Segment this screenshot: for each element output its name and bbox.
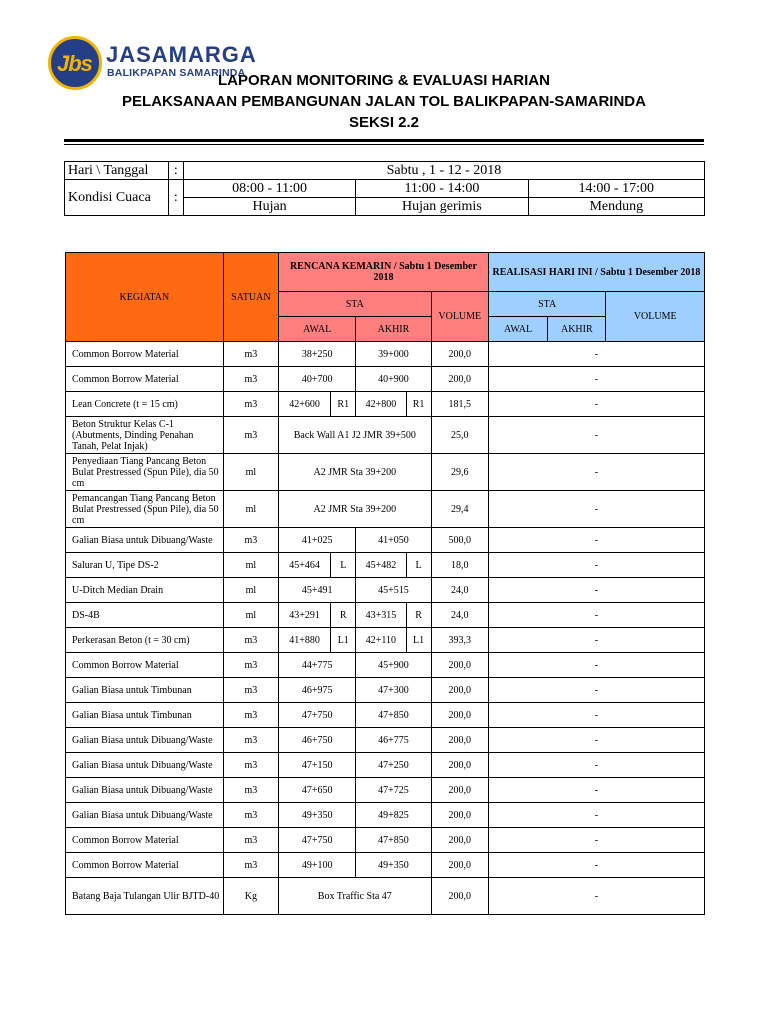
cell-realisasi: - [488,728,704,753]
cell-sta-awal: 44+775 [278,653,355,678]
cell-realisasi: - [488,367,704,392]
cell-sta-awal: 41+025 [278,528,355,553]
cell-realisasi: - [488,678,704,703]
cell-satuan: m3 [223,803,278,828]
cell-sta-akhir: 46+775 [356,728,431,753]
cell-realisasi: - [488,828,704,853]
cell-volume: 200,0 [431,878,488,915]
header-realisasi: REALISASI HARI INI / Sabtu 1 Desember 2018 [488,253,704,292]
cell-sta-awal: 47+750 [278,703,355,728]
cell-sta-awal: 45+464 [278,553,330,578]
header-divider-thin [64,144,704,145]
cell-sta-akhir-side: L [406,553,431,578]
table-row [66,828,705,853]
cell-satuan: m3 [223,392,278,417]
table-row [66,778,705,803]
cell-realisasi: - [488,878,704,915]
cell-volume: 200,0 [431,753,488,778]
cell-sta-akhir-side: R [406,603,431,628]
cell-realisasi: - [488,342,704,367]
cell-sta-location: A2 JMR Sta 39+200 [278,491,431,528]
cell-sta-akhir: 40+900 [356,367,431,392]
header-satuan: SATUAN [223,253,278,342]
cell-realisasi: - [488,578,704,603]
cell-sta-location: Box Traffic Sta 47 [278,878,431,915]
info-table [64,161,705,216]
cell-sta-akhir: 49+825 [356,803,431,828]
cell-volume: 200,0 [431,342,488,367]
header-sta-rencana: STA [278,292,431,317]
cell-kegiatan: Galian Biasa untuk Timbunan [66,678,224,703]
cell-realisasi: - [488,553,704,578]
header-rencana: RENCANA KEMARIN / Sabtu 1 Desember 2018 [278,253,488,292]
table-row [66,753,705,778]
cell-volume: 200,0 [431,828,488,853]
cell-sta-akhir-side: R1 [406,392,431,417]
cell-satuan: m3 [223,728,278,753]
cell-kegiatan: Penyediaan Tiang Pancang Beton Bulat Prestressed (Spun Pile), dia 50 cm [66,454,224,491]
cell-volume: 29,6 [431,454,488,491]
cell-satuan: m3 [223,653,278,678]
cell-kegiatan: Common Borrow Material [66,653,224,678]
report-section: SEKSI 2.2 [348,114,420,131]
header-awal-rencana: AWAL [278,317,355,342]
logo-name: JASAMARGA [106,42,257,67]
time-slot: 11:00 - 14:00 [356,180,528,198]
cell-volume: 29,4 [431,491,488,528]
cell-sta-akhir: 47+250 [356,753,431,778]
header-volume-rencana: VOLUME [431,292,488,342]
cell-volume: 18,0 [431,553,488,578]
cell-satuan: m3 [223,417,278,454]
cell-kegiatan: U-Ditch Median Drain [66,578,224,603]
cell-sta-awal: 42+600 [278,392,330,417]
time-slot: 08:00 - 11:00 [183,180,355,198]
cell-realisasi: - [488,703,704,728]
cell-kegiatan: Galian Biasa untuk Dibuang/Waste [66,753,224,778]
cell-sta-awal: 46+750 [278,728,355,753]
cell-sta-akhir: 49+350 [356,853,431,878]
cell-sta-akhir: 42+800 [356,392,406,417]
cell-volume: 200,0 [431,803,488,828]
cell-sta-awal: 43+291 [278,603,330,628]
cell-volume: 24,0 [431,578,488,603]
cell-sta-awal: 41+880 [278,628,330,653]
cell-kegiatan: Beton Struktur Kelas C-1 (Abutments, Dinding Penahan Tanah, Pelat Injak) [66,417,224,454]
cell-volume: 200,0 [431,778,488,803]
table-row [66,803,705,828]
cell-kegiatan: Lean Concrete (t = 15 cm) [66,392,224,417]
table-row [66,578,705,603]
cell-sta-awal: 45+491 [278,578,355,603]
cell-realisasi: - [488,628,704,653]
table-row [66,491,705,528]
cell-satuan: m3 [223,678,278,703]
cell-sta-akhir: 45+900 [356,653,431,678]
cell-realisasi: - [488,417,704,454]
cell-sta-awal-side: L1 [331,628,356,653]
weather-value: Mendung [528,198,704,216]
header-akhir-realisasi: AKHIR [548,317,606,342]
cell-satuan: ml [223,454,278,491]
cuaca-colon: : [168,180,183,216]
cell-sta-akhir: 41+050 [356,528,431,553]
cell-kegiatan: Galian Biasa untuk Dibuang/Waste [66,778,224,803]
hari-value: Sabtu , 1 - 12 - 2018 [183,162,704,180]
cell-realisasi: - [488,753,704,778]
table-row [66,392,705,417]
header-divider [64,139,704,142]
table-row [66,342,705,367]
header-sta-realisasi: STA [488,292,606,317]
table-row [66,703,705,728]
cell-realisasi: - [488,528,704,553]
time-slot: 14:00 - 17:00 [528,180,704,198]
cell-sta-awal-side: L [331,553,356,578]
report-subtitle: PELAKSANAAN PEMBANGUNAN JALAN TOL BALIKPAPAN-SAMARINDA [122,93,646,110]
cell-sta-akhir: 47+300 [356,678,431,703]
table-row [66,628,705,653]
cell-kegiatan: Galian Biasa untuk Dibuang/Waste [66,803,224,828]
cell-realisasi: - [488,392,704,417]
cell-sta-awal: 40+700 [278,367,355,392]
table-row [66,367,705,392]
cell-kegiatan: Common Borrow Material [66,853,224,878]
cell-sta-akhir: 47+850 [356,828,431,853]
cell-sta-akhir: 39+000 [356,342,431,367]
cell-kegiatan: Common Borrow Material [66,828,224,853]
cell-realisasi: - [488,653,704,678]
cell-satuan: m3 [223,828,278,853]
cell-sta-akhir: 47+725 [356,778,431,803]
cell-sta-akhir: 42+110 [356,628,406,653]
cell-satuan: Kg [223,878,278,915]
weather-value: Hujan [183,198,355,216]
cuaca-label: Kondisi Cuaca [65,180,169,216]
cell-satuan: ml [223,491,278,528]
cell-satuan: m3 [223,367,278,392]
cell-sta-akhir: 43+315 [356,603,406,628]
cell-kegiatan: DS-4B [66,603,224,628]
activity-table [65,252,705,915]
cell-sta-awal: 47+150 [278,753,355,778]
cell-realisasi: - [488,491,704,528]
cell-satuan: m3 [223,628,278,653]
table-row [66,878,705,915]
table-row [66,528,705,553]
cell-kegiatan: Batang Baja Tulangan Ulir BJTD-40 [66,878,224,915]
cell-sta-awal: 47+750 [278,828,355,853]
cell-satuan: m3 [223,342,278,367]
cell-volume: 200,0 [431,678,488,703]
cell-sta-akhir: 45+515 [356,578,431,603]
table-row [66,853,705,878]
header-awal-realisasi: AWAL [488,317,547,342]
cell-sta-awal: 49+100 [278,853,355,878]
table-row [66,728,705,753]
cell-volume: 500,0 [431,528,488,553]
cell-realisasi: - [488,454,704,491]
cell-realisasi: - [488,853,704,878]
cell-satuan: m3 [223,778,278,803]
cell-volume: 181,5 [431,392,488,417]
header-volume-realisasi: VOLUME [606,292,705,342]
table-row [66,678,705,703]
cell-kegiatan: Pemancangan Tiang Pancang Beton Bulat Prestressed (Spun Pile), dia 50 cm [66,491,224,528]
cell-satuan: m3 [223,753,278,778]
table-row [66,603,705,628]
cell-volume: 200,0 [431,367,488,392]
cell-sta-akhir: 45+482 [356,553,406,578]
cell-realisasi: - [488,778,704,803]
header-akhir-rencana: AKHIR [356,317,431,342]
weather-value: Hujan gerimis [356,198,528,216]
cell-satuan: ml [223,578,278,603]
cell-satuan: ml [223,603,278,628]
cell-volume: 200,0 [431,853,488,878]
cell-satuan: m3 [223,528,278,553]
cell-sta-location: Back Wall A1 J2 JMR 39+500 [278,417,431,454]
cell-volume: 200,0 [431,703,488,728]
cell-kegiatan: Saluran U, Tipe DS-2 [66,553,224,578]
table-row [66,417,705,454]
cell-realisasi: - [488,603,704,628]
cell-volume: 200,0 [431,728,488,753]
cell-sta-awal: 46+975 [278,678,355,703]
cell-kegiatan: Common Borrow Material [66,342,224,367]
cell-kegiatan: Perkerasan Beton (t = 30 cm) [66,628,224,653]
header-kegiatan: KEGIATAN [66,253,224,342]
cell-sta-awal: 49+350 [278,803,355,828]
cell-sta-akhir: 47+850 [356,703,431,728]
cell-volume: 393,3 [431,628,488,653]
hari-colon: : [168,162,183,180]
cell-kegiatan: Common Borrow Material [66,367,224,392]
logo-subtitle: BALIKPAPAN SAMARINDA [107,67,246,79]
logo-mark-icon: Jbs [48,36,102,90]
cell-sta-awal-side: R1 [331,392,356,417]
cell-sta-akhir-side: L1 [406,628,431,653]
table-row [66,553,705,578]
cell-volume: 200,0 [431,653,488,678]
hari-label: Hari \ Tanggal [65,162,169,180]
cell-sta-awal-side: R [331,603,356,628]
cell-satuan: m3 [223,853,278,878]
report-title: LAPORAN MONITORING & EVALUASI HARIAN [218,72,550,89]
cell-satuan: m3 [223,703,278,728]
cell-sta-awal: 38+250 [278,342,355,367]
cell-volume: 24,0 [431,603,488,628]
cell-kegiatan: Galian Biasa untuk Timbunan [66,703,224,728]
cell-satuan: ml [223,553,278,578]
cell-volume: 25,0 [431,417,488,454]
table-row [66,454,705,491]
cell-kegiatan: Galian Biasa untuk Dibuang/Waste [66,728,224,753]
cell-kegiatan: Galian Biasa untuk Dibuang/Waste [66,528,224,553]
cell-sta-location: A2 JMR Sta 39+200 [278,454,431,491]
cell-sta-awal: 47+650 [278,778,355,803]
cell-realisasi: - [488,803,704,828]
table-row [66,653,705,678]
